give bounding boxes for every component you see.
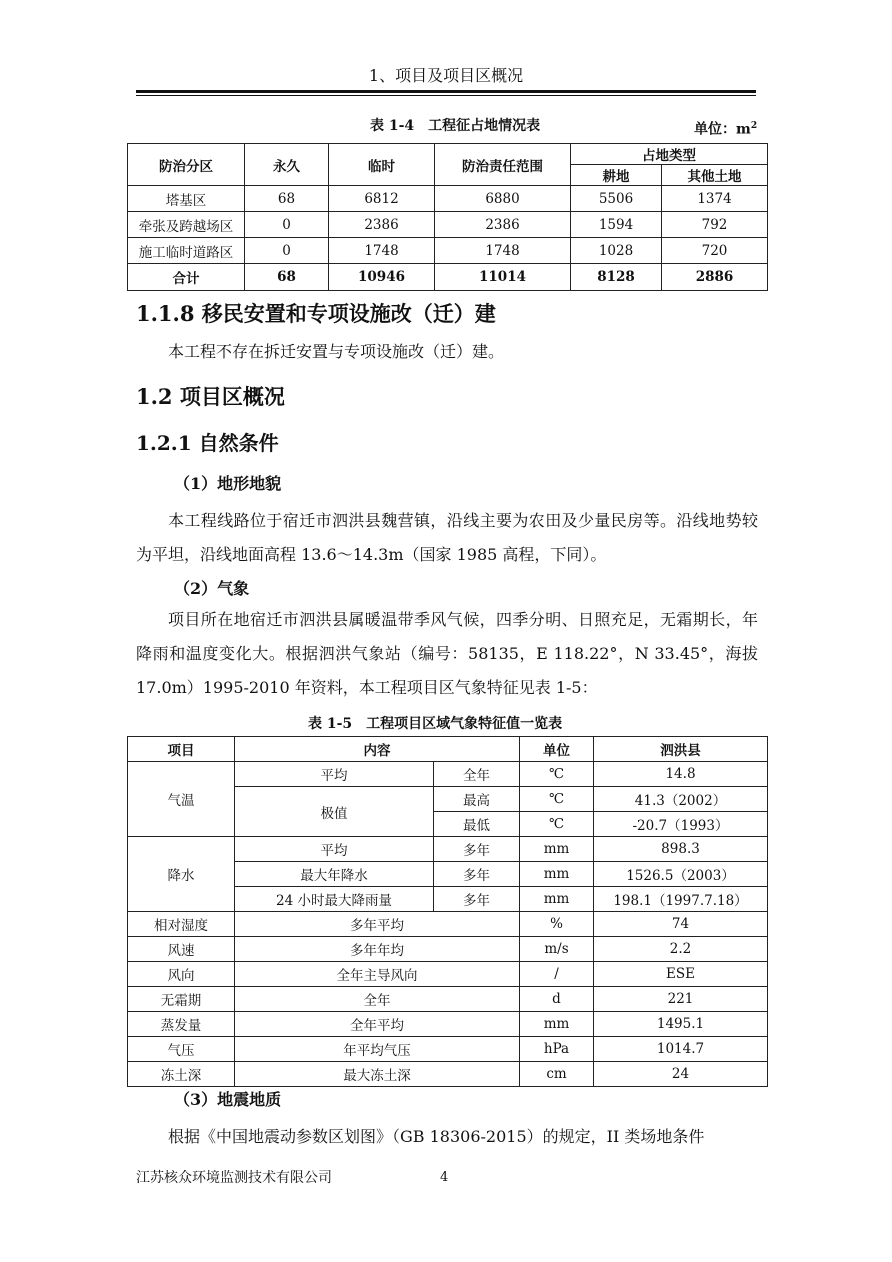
terrain-paragraph: 本工程线路位于宿迁市泗洪县魏营镇，沿线主要为农田及少量民房等。沿线地势较为平坦，沿线地面高程 13.6～14.3m（国家 1985 高程，下同）。 (136, 511, 758, 564)
table-cell: 720 (662, 238, 768, 264)
table-cell: % (520, 912, 594, 937)
table-cell: 全年 (434, 762, 520, 787)
table-cell: 24 小时最大降雨量 (235, 887, 434, 912)
table-cell: 最高 (434, 787, 520, 812)
table-row (128, 962, 768, 987)
header-farmland: 耕地 (571, 165, 662, 186)
header-content: 内容 (235, 737, 520, 762)
table-cell: 1495.1 (594, 1012, 768, 1037)
header-item: 项目 (128, 737, 235, 762)
table-cell: 全年主导风向 (235, 962, 520, 987)
table-cell: 1014.7 (594, 1037, 768, 1062)
table-cell: ℃ (520, 762, 594, 787)
table-cell: -20.7（1993） (594, 812, 768, 837)
table-cell: 多年年均 (235, 937, 520, 962)
table-row (128, 1012, 768, 1037)
table-cell: 平均 (235, 762, 434, 787)
table-cell: 最低 (434, 812, 520, 837)
table-cell: 2386 (435, 212, 571, 238)
table-cell: mm (520, 862, 594, 887)
table-cell: 风向 (128, 962, 235, 987)
table-cell: 多年 (434, 837, 520, 862)
page-number: 4 (440, 1170, 449, 1185)
table-cell: 全年平均 (235, 1012, 520, 1037)
table-cell: 10946 (329, 264, 435, 291)
table-cell: 24 (594, 1062, 768, 1087)
table-cell: 14.8 (594, 762, 768, 787)
item-precipitation: 降水 (128, 837, 235, 912)
unit-superscript: 2 (750, 121, 758, 131)
table-cell: 蒸发量 (128, 1012, 235, 1037)
table-cell: 塔基区 (128, 186, 245, 212)
table-1-5-caption: 表 1-5 工程项目区域气象特征值一览表 (308, 716, 563, 732)
table-cell: 1594 (571, 212, 662, 238)
table-cell: 0 (245, 212, 329, 238)
header-landtype: 占地类型 (571, 144, 768, 165)
table-cell: 1526.5（2003） (594, 862, 768, 887)
table-cell: cm (520, 1062, 594, 1087)
table-cell: 冻土深 (128, 1062, 235, 1087)
table-cell: 多年平均 (235, 912, 520, 937)
header-temporary: 临时 (329, 144, 435, 186)
table-cell: 2386 (329, 212, 435, 238)
section-heading-1-2: 1.2 项目区概况 (136, 384, 285, 409)
table-1-4-unit (694, 116, 757, 140)
table-cell: 多年 (434, 862, 520, 887)
table-cell: 1374 (662, 186, 768, 212)
table-cell: 最大冻土深 (235, 1062, 520, 1087)
climate-paragraph: 项目所在地宿迁市泗洪县属暖温带季风气候，四季分明、日照充足，无霜期长，年降雨和温度变化大。根据泗洪气象站（编号：58135，E 118.22°，N 33.45°，海拔 17.0m）1995-2010 年资料，本工程项目区气象特征见表 1-5： (136, 610, 758, 697)
table-cell: 2886 (662, 264, 768, 291)
subsection-seismic: （3）地震地质 (174, 1090, 282, 1109)
table-cell: 221 (594, 987, 768, 1012)
table-cell: 极值 (235, 787, 434, 837)
table-cell: 1028 (571, 238, 662, 264)
header-county: 泗洪县 (594, 737, 768, 762)
climate-table (127, 736, 768, 1087)
table-cell: / (520, 962, 594, 987)
table-cell: 6812 (329, 186, 435, 212)
table-cell: 0 (245, 238, 329, 264)
table-cell: 792 (662, 212, 768, 238)
table-row (128, 837, 768, 862)
table-row (128, 238, 768, 264)
table-row (128, 1037, 768, 1062)
unit-text: 单位：m (694, 121, 751, 138)
running-header: 1、项目及项目区概况 (368, 66, 524, 85)
land-occupation-table (127, 143, 768, 291)
table-cell: 多年 (434, 887, 520, 912)
table-row (128, 186, 768, 212)
table-cell: 施工临时道路区 (128, 238, 245, 264)
table-cell: 41.3（2002） (594, 787, 768, 812)
table-1-4-caption: 表 1-4 工程征占地情况表 (370, 118, 541, 134)
table-cell: mm (520, 837, 594, 862)
table-cell: 68 (245, 264, 329, 291)
table-cell: 全年 (235, 987, 520, 1012)
table-cell: 1748 (435, 238, 571, 264)
table-cell: ESE (594, 962, 768, 987)
table-cell: 牵张及跨越场区 (128, 212, 245, 238)
header-rule-thin (136, 95, 756, 96)
section-heading-1-1-8: 1.1.8 移民安置和专项设施改（迁）建 (136, 301, 496, 326)
table-cell: m/s (520, 937, 594, 962)
table-cell: mm (520, 887, 594, 912)
table-cell: ℃ (520, 787, 594, 812)
table-cell: 5506 (571, 186, 662, 212)
table-cell: 年平均气压 (235, 1037, 520, 1062)
header-rule (136, 90, 756, 93)
table-cell: 198.1（1997.7.18） (594, 887, 768, 912)
table-row (128, 762, 768, 787)
header-permanent: 永久 (245, 144, 329, 186)
table-row (128, 937, 768, 962)
subsection-climate: （2）气象 (174, 579, 250, 598)
table-cell: 平均 (235, 837, 434, 862)
table-row (128, 987, 768, 1012)
table-row (128, 912, 768, 937)
header-responsibility: 防治责任范围 (435, 144, 571, 186)
header-unit: 单位 (520, 737, 594, 762)
table-cell: 风速 (128, 937, 235, 962)
seismic-paragraph: 根据《中国地震动参数区划图》（GB 18306-2015）的规定，II 类场地条件 (168, 1127, 705, 1146)
header-other-land: 其他土地 (662, 165, 768, 186)
table-cell: 气压 (128, 1037, 235, 1062)
table-cell: 相对湿度 (128, 912, 235, 937)
table-row (128, 1062, 768, 1087)
table-cell: mm (520, 1012, 594, 1037)
table-total-row (128, 264, 768, 291)
table-cell: 6880 (435, 186, 571, 212)
section-heading-1-2-1: 1.2.1 自然条件 (136, 431, 279, 455)
table-cell: 898.3 (594, 837, 768, 862)
table-cell: 合计 (128, 264, 245, 291)
footer-company: 江苏核众环境监测技术有限公司 (136, 1170, 332, 1186)
subsection-terrain: （1）地形地貌 (174, 474, 282, 493)
table-cell: hPa (520, 1037, 594, 1062)
table-row (128, 212, 768, 238)
header-zone: 防治分区 (128, 144, 245, 186)
item-temperature: 气温 (128, 762, 235, 837)
table-cell: 1748 (329, 238, 435, 264)
section-1-1-8-body: 本工程不存在拆迁安置与专项设施改（迁）建。 (168, 342, 505, 361)
table-cell: 68 (245, 186, 329, 212)
table-cell: 最大年降水 (235, 862, 434, 887)
table-cell: 无霜期 (128, 987, 235, 1012)
table-cell: 8128 (571, 264, 662, 291)
table-cell: 74 (594, 912, 768, 937)
table-cell: 11014 (435, 264, 571, 291)
table-cell: ℃ (520, 812, 594, 837)
table-cell: 2.2 (594, 937, 768, 962)
table-cell: d (520, 987, 594, 1012)
